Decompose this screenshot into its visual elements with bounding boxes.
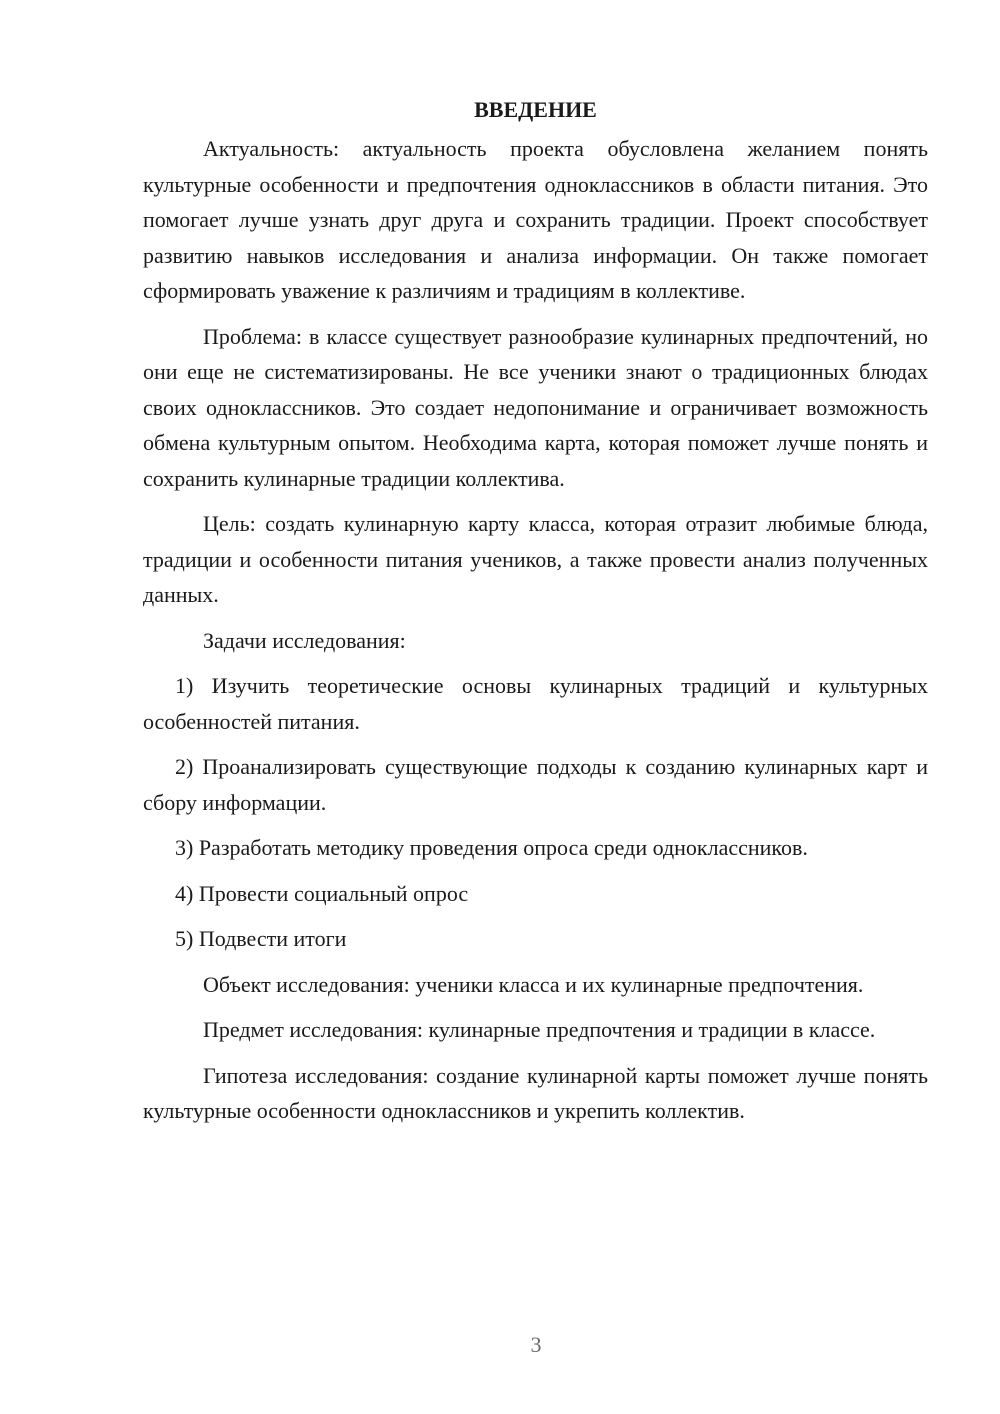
task-item-1: 1) Изучить теоретические основы кулинарных традиций и культурных особенностей питания. <box>143 673 928 734</box>
task-item-2: 2) Проанализировать существующие подходы к созданию кулинарных карт и сбору информации. <box>143 754 928 815</box>
page-title: ВВЕДЕНИЕ <box>474 97 597 122</box>
object-paragraph: Объект исследования: ученики класса и их кулинарные предпочтения. <box>203 971 864 997</box>
task-item-4: 4) Провести социальный опрос <box>175 880 469 906</box>
hypothesis-paragraph: Гипотеза исследования: создание кулинарной карты поможет лучше понять культурные особенности одноклассников и укрепить коллектив. <box>143 1062 928 1123</box>
task-item-3: 3) Разработать методику проведения опроса среди одноклассников. <box>175 835 808 860</box>
relevance-paragraph: Актуальность: актуальность проекта обусловлена желанием понять культурные особенности и предпочтения одноклассников в области питания. Это помогает лучше узнать друг друга и сохранить традиции. Проект способствует развитию навыков исследования и анализа информации. Он также помогает сформировать уважение к различиям и традициям в коллективе. <box>143 136 928 303</box>
subject-paragraph: Предмет исследования: кулинарные предпочтения и традиции в классе. <box>203 1017 876 1042</box>
goal-paragraph: Цель: создать кулинарную карту класса, которая отразит любимые блюда, традиции и особенности питания учеников, а также провести анализ полученных данных. <box>143 511 928 607</box>
page-content <box>143 92 928 1139</box>
tasks-heading: Задачи исследования: <box>203 627 406 653</box>
task-item-5: 5) Подвести итоги <box>175 926 347 951</box>
problem-paragraph: Проблема: в классе существует разнообразие кулинарных предпочтений, но они еще не систематизированы. Не все ученики знают о традиционных блюдах своих одноклассников. Это создает недопонимание и ограничивает возможность обмена культурным опытом. Необходима карта, которая поможет лучше понять и сохранить кулинарные традиции коллектива. <box>143 323 928 491</box>
page-number: 3 <box>530 1332 542 1357</box>
